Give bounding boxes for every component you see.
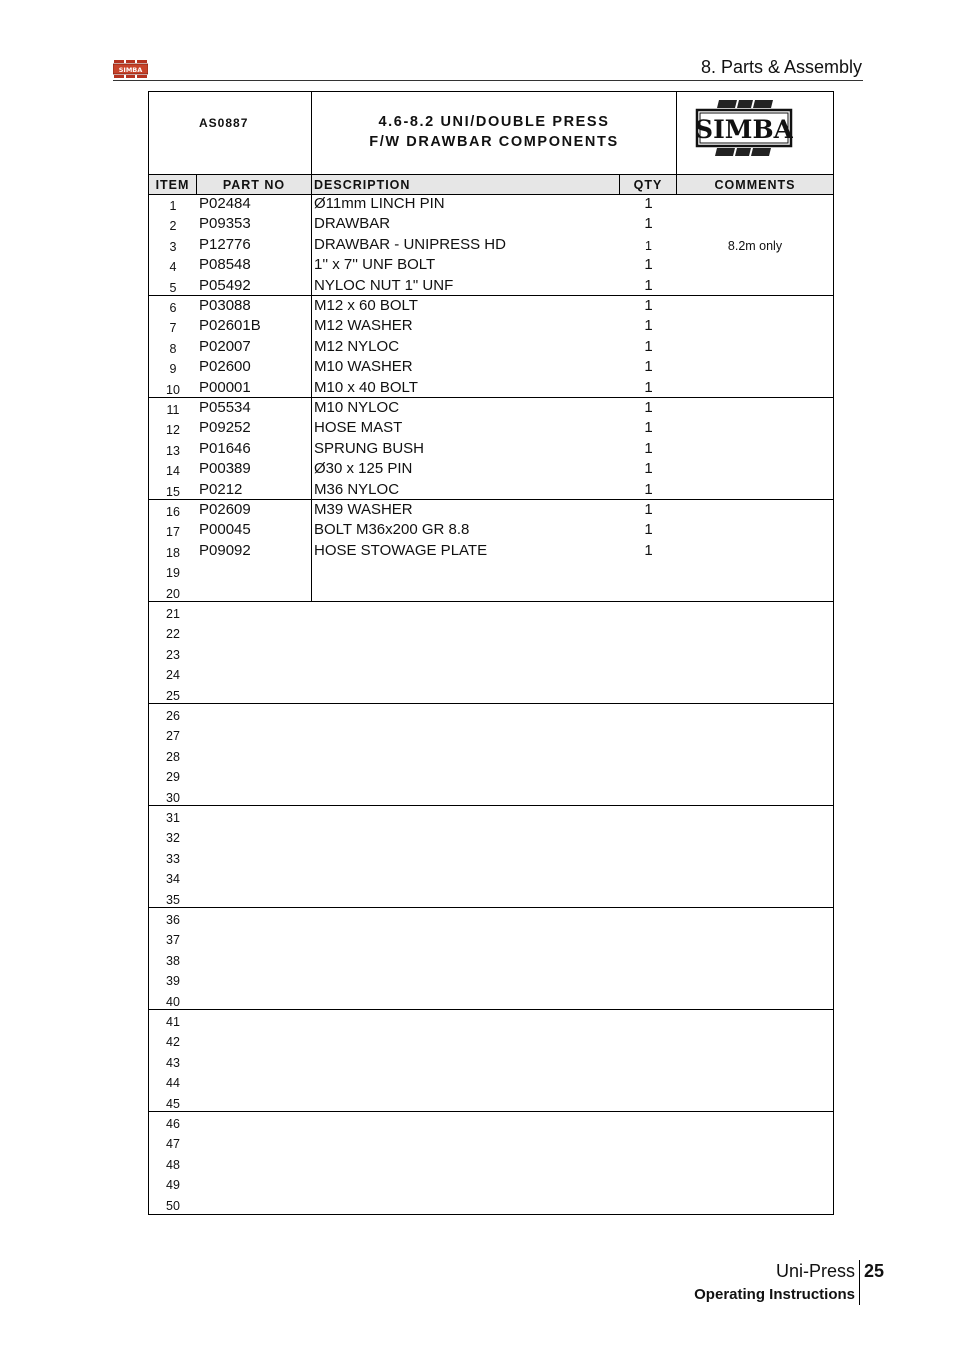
item-number: 42 — [166, 1035, 180, 1050]
table-row — [149, 459, 833, 479]
item-number: 20 — [166, 586, 180, 601]
table-row — [149, 1173, 833, 1193]
part-quantity: 1 — [644, 256, 653, 274]
table-row — [149, 928, 833, 948]
column-header-comments: COMMENTS — [714, 178, 796, 192]
table-row — [149, 1153, 833, 1173]
part-comment — [677, 725, 833, 745]
part-number: P00001 — [199, 378, 251, 396]
table-row — [149, 663, 833, 683]
part-number: P0212 — [199, 480, 243, 498]
part-comment — [677, 1031, 833, 1051]
part-quantity: 1 — [644, 297, 653, 314]
simba-logo-icon — [695, 98, 793, 160]
part-comment — [677, 950, 833, 970]
part-number: P00045 — [199, 521, 251, 539]
part-number: P02484 — [199, 195, 251, 212]
part-description: DRAWBAR - UNIPRESS HD — [314, 235, 506, 253]
table-row — [149, 235, 833, 255]
item-number: 21 — [166, 607, 180, 621]
item-number: 35 — [166, 892, 180, 907]
part-comment — [677, 481, 833, 501]
part-comment — [677, 562, 833, 582]
part-comment — [677, 399, 833, 419]
svg-text:SIMBA: SIMBA — [118, 66, 143, 74]
part-quantity — [620, 643, 677, 663]
item-number: 22 — [166, 627, 180, 642]
table-row — [149, 867, 833, 887]
item-number: 36 — [166, 913, 180, 927]
part-quantity — [620, 969, 677, 989]
part-comment — [677, 705, 833, 725]
part-quantity — [620, 928, 677, 948]
part-comment — [677, 358, 833, 378]
table-row — [149, 439, 833, 459]
part-quantity — [620, 684, 677, 704]
table-row — [149, 724, 833, 744]
column-header-row — [149, 174, 833, 195]
part-description: BOLT M36x200 GR 8.8 — [314, 521, 470, 539]
table-row — [149, 1010, 833, 1030]
item-number: 5 — [169, 280, 177, 295]
part-quantity — [620, 1132, 677, 1152]
part-description: HOSE STOWAGE PLATE — [314, 541, 488, 559]
part-quantity — [620, 826, 677, 846]
part-quantity — [620, 1153, 677, 1173]
part-description: 1'' x 7'' UNF BOLT — [314, 256, 436, 274]
part-quantity: 1 — [644, 337, 653, 355]
item-number: 28 — [166, 749, 180, 764]
table-row — [149, 765, 833, 785]
item-number: 39 — [166, 974, 180, 989]
item-number: 44 — [166, 1076, 180, 1091]
table-row — [149, 255, 833, 275]
assembly-code: AS0887 — [199, 116, 249, 130]
part-quantity: 1 — [644, 276, 653, 294]
item-number: 27 — [166, 729, 180, 744]
item-number: 19 — [166, 566, 180, 581]
table-row — [149, 622, 833, 642]
part-quantity: 1 — [644, 541, 653, 559]
part-quantity: 1 — [644, 480, 653, 498]
table-row — [149, 990, 833, 1010]
table-row — [149, 337, 833, 357]
part-number: P05534 — [199, 399, 251, 416]
part-quantity — [620, 1112, 677, 1132]
part-quantity: 1 — [644, 378, 653, 396]
part-quantity — [620, 561, 677, 581]
part-quantity — [620, 1173, 677, 1193]
part-comment — [677, 1072, 833, 1092]
item-number: 34 — [166, 872, 180, 887]
part-comment — [677, 664, 833, 684]
header-divider — [113, 80, 863, 81]
part-comment — [677, 1174, 833, 1194]
part-comment — [677, 317, 833, 337]
column-header-part-no: PART NO — [197, 175, 312, 194]
item-number: 17 — [166, 525, 180, 540]
part-description: M10 WASHER — [314, 358, 413, 376]
item-number: 26 — [166, 709, 180, 723]
part-number: P02007 — [199, 337, 251, 355]
part-quantity — [620, 990, 677, 1010]
part-quantity — [620, 888, 677, 908]
part-comment — [677, 603, 833, 623]
part-comment — [677, 501, 833, 521]
part-comment — [677, 1154, 833, 1174]
table-row — [149, 561, 833, 581]
part-description: M10 x 40 BOLT — [314, 378, 418, 396]
part-description: M10 NYLOC — [314, 399, 400, 416]
part-quantity — [620, 1092, 677, 1112]
table-row — [149, 745, 833, 765]
part-number: P01646 — [199, 439, 251, 457]
part-quantity — [620, 1194, 677, 1214]
part-quantity — [620, 1010, 677, 1030]
table-row — [149, 847, 833, 867]
table-row — [149, 643, 833, 663]
table-row — [149, 969, 833, 989]
part-quantity — [620, 806, 677, 826]
table-row — [149, 806, 833, 826]
part-comment — [677, 297, 833, 317]
item-number: 10 — [166, 382, 180, 397]
part-number: P02600 — [199, 358, 251, 376]
part-quantity — [620, 867, 677, 887]
simba-small-logo-icon — [113, 60, 148, 78]
part-comment — [677, 419, 833, 439]
table-row — [149, 398, 833, 418]
part-quantity: 1 — [644, 460, 653, 478]
part-description: M12 NYLOC — [314, 337, 400, 355]
part-number: P03088 — [199, 297, 251, 314]
part-quantity: 1 — [644, 317, 653, 335]
part-comment — [677, 542, 833, 562]
part-number: P02609 — [199, 501, 251, 518]
table-row — [149, 500, 833, 520]
table-row — [149, 684, 833, 704]
part-comment — [677, 256, 833, 276]
item-number: 8 — [169, 341, 177, 356]
item-number: 7 — [169, 321, 177, 336]
table-row — [149, 786, 833, 806]
part-comment — [677, 1093, 833, 1113]
part-comment — [677, 1133, 833, 1153]
table-row — [149, 826, 833, 846]
table-row — [149, 1132, 833, 1152]
table-row — [149, 1051, 833, 1071]
item-number: 12 — [166, 423, 180, 438]
part-comment — [677, 991, 833, 1011]
item-number: 9 — [169, 362, 177, 377]
table-row — [149, 949, 833, 969]
assembly-title — [312, 112, 676, 152]
item-number: 43 — [166, 1055, 180, 1070]
part-quantity — [620, 663, 677, 683]
table-row — [149, 194, 833, 214]
item-number: 38 — [166, 953, 180, 968]
assembly-code-cell — [149, 92, 312, 174]
item-number: 49 — [166, 1178, 180, 1193]
item-number: 6 — [169, 301, 177, 315]
part-quantity — [620, 949, 677, 969]
footer-subtitle: Operating Instructions — [694, 1286, 855, 1303]
part-comment — [677, 970, 833, 990]
part-quantity — [620, 724, 677, 744]
part-comment — [677, 868, 833, 888]
table-row — [149, 378, 833, 398]
logo-cell — [677, 92, 833, 174]
part-description: Ø11mm LINCH PIN — [314, 195, 445, 212]
part-quantity: 1 — [645, 238, 652, 253]
table-row — [149, 602, 833, 622]
part-description: M12 x 60 BOLT — [314, 297, 418, 314]
part-quantity — [620, 1030, 677, 1050]
item-number: 40 — [166, 994, 180, 1009]
item-number: 47 — [166, 1137, 180, 1152]
part-description: M12 WASHER — [314, 317, 413, 335]
table-row — [149, 1030, 833, 1050]
part-description: M36 NYLOC — [314, 480, 400, 498]
part-comment — [677, 848, 833, 868]
item-number: 41 — [166, 1015, 180, 1029]
part-description: Ø30 x 125 PIN — [314, 460, 413, 478]
part-quantity — [620, 1071, 677, 1091]
table-row — [149, 888, 833, 908]
part-number: P09252 — [199, 419, 251, 437]
item-number: 46 — [166, 1117, 180, 1131]
parts-sheet — [148, 91, 834, 1215]
part-description: NYLOC NUT 1" UNF — [314, 276, 454, 294]
item-number: 23 — [166, 647, 180, 662]
item-number: 30 — [166, 790, 180, 805]
part-quantity: 1 — [644, 195, 653, 212]
item-number: 14 — [166, 464, 180, 479]
table-row — [149, 1194, 833, 1214]
part-comment — [677, 195, 833, 215]
part-comment: 8.2m only — [727, 238, 783, 253]
part-quantity: 1 — [644, 358, 653, 376]
part-description: M39 WASHER — [314, 501, 413, 518]
item-number: 1 — [169, 199, 177, 213]
item-number: 45 — [166, 1096, 180, 1111]
part-number: P09092 — [199, 541, 251, 559]
part-quantity: 1 — [644, 419, 653, 437]
assembly-title-cell — [312, 92, 677, 174]
item-number: 15 — [166, 484, 180, 499]
part-comment — [677, 685, 833, 705]
item-number: 3 — [169, 239, 177, 254]
item-number: 48 — [166, 1157, 180, 1172]
part-comment — [677, 277, 833, 297]
item-number: 2 — [169, 219, 177, 234]
assembly-title-line-1: 4.6-8.2 UNI/DOUBLE PRESS — [378, 114, 610, 130]
part-comment — [677, 379, 833, 399]
part-comment — [677, 1113, 833, 1133]
item-number: 13 — [166, 443, 180, 458]
part-number: P09353 — [199, 215, 251, 233]
item-number: 4 — [169, 260, 177, 275]
footer-product-name: Uni-Press — [775, 1261, 855, 1281]
item-number: 29 — [166, 770, 180, 785]
table-row — [149, 276, 833, 296]
part-quantity — [620, 786, 677, 806]
page-number: 25 — [864, 1261, 885, 1281]
table-row — [149, 214, 833, 234]
part-number: P00389 — [199, 460, 251, 478]
column-header-qty: QTY — [620, 175, 677, 194]
part-number: P02601B — [199, 317, 261, 335]
part-description: DRAWBAR — [314, 215, 391, 233]
part-quantity — [620, 582, 677, 602]
column-header-item: ITEM — [149, 175, 197, 194]
part-quantity — [620, 847, 677, 867]
part-comment — [677, 1011, 833, 1031]
table-row — [149, 704, 833, 724]
part-quantity — [620, 765, 677, 785]
table-row — [149, 582, 833, 602]
assembly-title-line-2: F/W DRAWBAR COMPONENTS — [369, 134, 619, 150]
item-number: 11 — [166, 403, 180, 417]
item-number: 24 — [166, 668, 180, 683]
table-row — [149, 480, 833, 500]
part-quantity: 1 — [644, 439, 653, 457]
table-row — [149, 1112, 833, 1132]
part-comment — [677, 583, 833, 603]
part-comment — [677, 521, 833, 541]
part-quantity — [620, 704, 677, 724]
part-comment — [677, 1195, 833, 1215]
table-row — [149, 908, 833, 928]
table-row — [149, 296, 833, 316]
table-row — [149, 357, 833, 377]
svg-text:SIMBA: SIMBA — [695, 115, 793, 144]
footer-divider — [859, 1260, 860, 1305]
part-comment — [677, 827, 833, 847]
part-comment — [677, 929, 833, 949]
item-number: 25 — [166, 688, 180, 703]
part-quantity — [620, 745, 677, 765]
part-quantity — [620, 908, 677, 928]
item-number: 32 — [166, 831, 180, 846]
part-comment — [677, 623, 833, 643]
part-number: P05492 — [199, 276, 251, 294]
part-comment — [677, 746, 833, 766]
part-comment — [677, 766, 833, 786]
table-row — [149, 418, 833, 438]
part-quantity — [620, 602, 677, 622]
item-number: 31 — [166, 811, 180, 825]
part-quantity: 1 — [644, 215, 653, 233]
table-row — [149, 541, 833, 561]
part-quantity: 1 — [644, 501, 653, 518]
part-comment — [677, 787, 833, 807]
part-quantity — [620, 622, 677, 642]
item-number: 37 — [166, 933, 180, 948]
part-number: P08548 — [199, 256, 251, 274]
part-quantity: 1 — [644, 399, 653, 416]
part-comment — [677, 460, 833, 480]
part-comment — [677, 215, 833, 235]
table-row — [149, 1071, 833, 1091]
part-comment — [677, 338, 833, 358]
item-number: 18 — [166, 545, 180, 560]
part-comment — [677, 889, 833, 909]
part-comment — [677, 909, 833, 929]
part-comment — [677, 807, 833, 827]
part-quantity — [620, 1051, 677, 1071]
table-row — [149, 1092, 833, 1112]
part-comment — [677, 440, 833, 460]
item-number: 33 — [166, 851, 180, 866]
part-description: HOSE MAST — [314, 419, 403, 437]
section-title: 8. Parts & Assembly — [700, 57, 862, 77]
part-description: SPRUNG BUSH — [314, 439, 425, 457]
part-comment — [677, 1052, 833, 1072]
item-number: 16 — [166, 505, 180, 519]
part-quantity: 1 — [644, 521, 653, 539]
item-number: 50 — [166, 1198, 180, 1213]
column-header-description: DESCRIPTION — [312, 175, 620, 194]
table-row — [149, 520, 833, 540]
table-row — [149, 316, 833, 336]
part-comment — [677, 644, 833, 664]
part-number: P12776 — [199, 235, 251, 253]
